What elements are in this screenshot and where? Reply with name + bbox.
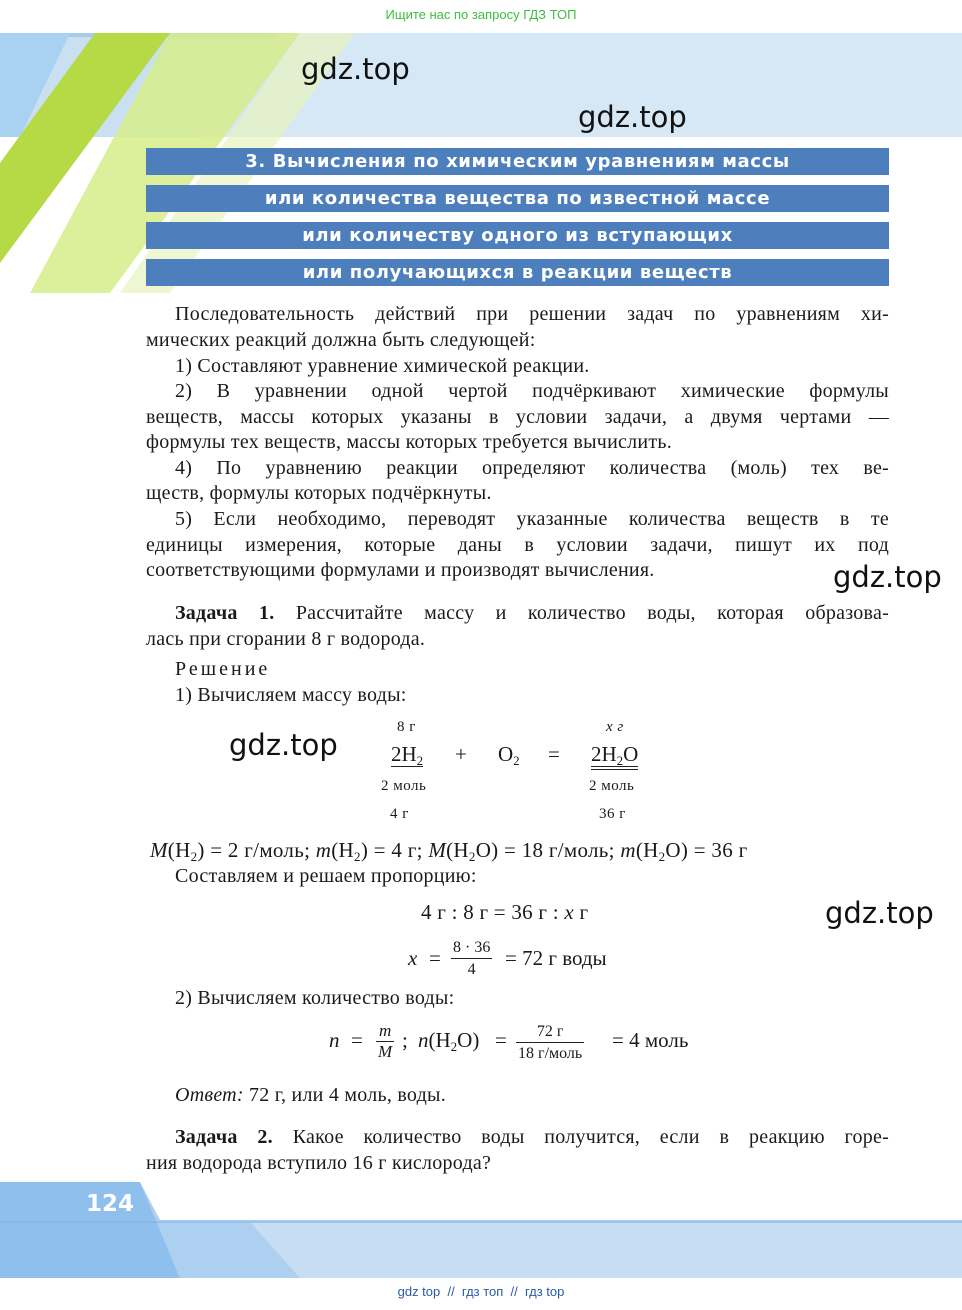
answer-label: Ответ: [175,1084,244,1106]
watermark: gdz.top [229,728,338,762]
task1-statement: лась при сгорании 8 г водорода. [146,628,426,650]
paragraph-line: ществ, формулы которых подчёркнуты. [146,482,492,504]
n-h2o-equals: = [495,1028,507,1052]
eq-plus: + [455,742,467,766]
proportion-intro: Составляем и решаем пропорцию: [175,865,477,887]
task2-statement: ния водорода вступило 16 г кислорода? [146,1152,492,1174]
watermark: gdz.top [578,100,687,134]
paragraph-line: 1) Составляют уравнение химической реакции. [175,355,590,377]
paragraph-line: мических реакций должна быть следующей: [146,329,536,351]
task1-label: Задача 1. [175,602,275,624]
eq-below-h2o-mol: 2 моль [589,778,635,794]
paragraph-line: веществ, массы которых указаны в условии задачи, а двумя чертами — [146,406,889,428]
molar-mass-line: $M(H_2) = 2$ г/моль; $m(H_2) = 4$ г; $M(H_2O) = 18$ г/моль; $m(H_2O) = 36$ г [150,838,748,864]
calc-equals: = [429,946,441,970]
solution-step: 2) Вычисляем количество воды: [175,987,455,1009]
task2-statement: Задача 2. Какое количество воды получится, если в реакцию горе- [175,1126,890,1148]
section-title-line: или получающихся в реакции веществ [146,259,889,286]
paragraph-line: Последовательность действий при решении задач по уравнениям хи- [175,303,889,325]
task1-answer: Ответ: 72 г, или 4 моль, воды. [175,1084,446,1106]
section-title-line: или количеству одного из вступающих [146,222,889,249]
eq-above-h2: 8 г [397,719,416,735]
footer-links: gdz top // гдз топ // гдз top [397,1284,565,1299]
eq-below-h2-mol: 2 моль [381,778,427,794]
watermark: gdz.top [301,52,410,86]
search-hint: Ищите нас по запросу ГДЗ ТОП [385,7,577,22]
paragraph-line: единицы измерения, которые даны в условии задачи, пишут их под [146,534,889,556]
eq-above-h2o: x г [606,719,624,735]
n-formula-n: n [329,1028,340,1052]
task2-label: Задача 2. [175,1126,273,1148]
proportion: 4 г : 8 г = 36 г : x г [421,900,589,924]
solution-step: 1) Вычисляем массу воды: [175,684,407,706]
watermark: gdz.top [825,896,934,930]
paragraph-line: 5) Если необходимо, переводят указанные количества веществ в те [175,508,889,530]
n-h2o: $n(H_2O)$ [418,1028,480,1054]
n-formula-equals: = [351,1028,363,1052]
calc-result: = 72 г воды [505,946,607,970]
n-formula-semicolon: ; [402,1028,408,1052]
task1-statement: Задача 1. Рассчитайте массу и количество воды, которая образова- [175,602,889,624]
n-h2o-fraction: 72 г 18 г/моль [518,1023,583,1062]
watermark: gdz.top [833,560,942,594]
section-title-line: или количества вещества по известной массе [146,185,889,212]
eq-below-h2o-g: 36 г [599,806,626,822]
eq-equals: = [548,742,560,766]
solution-label: Решение [175,658,271,680]
paragraph-line: формулы тех веществ, массы которых требуется вычислить. [146,431,672,453]
page-number: 124 [86,1191,135,1217]
eq-h2o: $2H_2O$ [591,742,639,768]
calc-x: x [408,946,418,970]
section-title-line: 3. Вычисления по химическим уравнениям массы [146,148,889,175]
paragraph-line: 2) В уравнении одной чертой подчёркивают химические формулы [175,380,889,402]
n-h2o-result: = 4 моль [612,1028,689,1052]
paragraph-line: соответствующими формулами и производят вычисления. [146,559,655,581]
calc-fraction: $\frac{8 \cdot 36}{4}$ [453,939,491,978]
eq-o2: $O_2$ [498,742,520,768]
footer-decoration [0,1182,962,1278]
m-over-M-fraction: $\frac{m}{M}$ [378,1021,393,1061]
eq-below-h2-g: 4 г [390,806,409,822]
paragraph-line: 4) По уравнению реакции определяют количества (моль) тех ве- [175,457,889,479]
eq-h2: $2H_2$ [391,742,424,768]
